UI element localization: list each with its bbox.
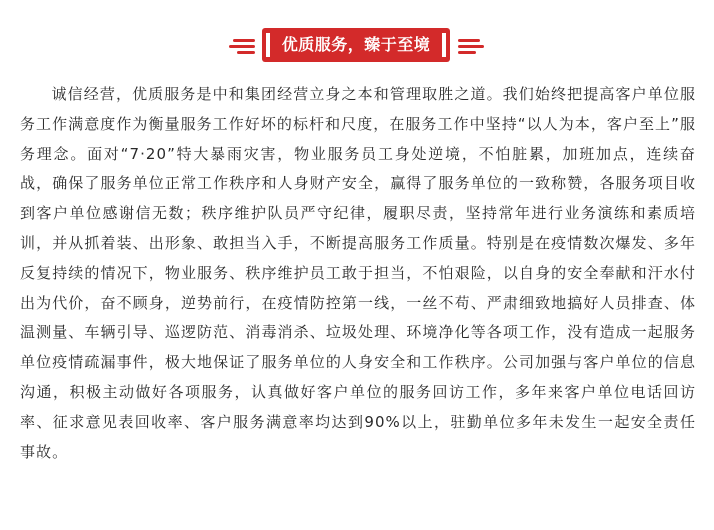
section-title: 优质服务，臻于至境 <box>262 28 450 62</box>
decoration-line <box>237 51 255 54</box>
decoration-line <box>458 51 476 54</box>
decoration-line <box>233 39 255 42</box>
decoration-line <box>458 45 484 48</box>
decoration-line <box>229 45 255 48</box>
section-header <box>0 28 714 62</box>
right-decoration-lines <box>456 28 484 62</box>
article-paragraph: 诚信经营，优质服务是中和集团经营立身之本和管理取胜之道。我们始终把提高客户单位服务工作满意度作为衡量服务工作好坏的标杆和尺度，在服务工作中坚持“以人为本，客户至上”服务理念。面对“7·20”特大暴雨灾害，物业服务员工身处逆境，不怕脏累，加班加点，连续奋战，确保了服务单位正常工作秩序和人身财产安全，赢得了服务单位的一致称赞，各服务项目收到客户单位感谢信无数；秩序维护队员严守纪律，履职尽责，坚持常年进行业务演练和素质培训，并从抓着装、出形象、敢担当入手，不断提高服务工作质量。特别是在疫情数次爆发、多年反复持续的情况下，物业服务、秩序维护员工敢于担当，不怕艰险，以自身的安全奉献和汗水付出为代价，奋不顾身，逆势前行，在疫情防控第一线，一丝不苟、严肃细致地搞好人员排查、体温测量、车辆引导、巡逻防范、消毒消杀、垃圾处理、环境净化等各项工作，没有造成一起服务单位疫情疏漏事件，极大地保证了服务单位的人身安全和工作秩序。公司加强与客户单位的信息沟通，积极主动做好各项服务，认真做好客户单位的服务回访工作，多年来客户单位电话回访率、征求意见表回收率、客户服务满意率均达到90%以上，驻勤单位多年未发生一起安全责任事故。 <box>20 85 696 461</box>
decoration-line <box>458 39 480 42</box>
left-decoration-lines <box>229 28 257 62</box>
